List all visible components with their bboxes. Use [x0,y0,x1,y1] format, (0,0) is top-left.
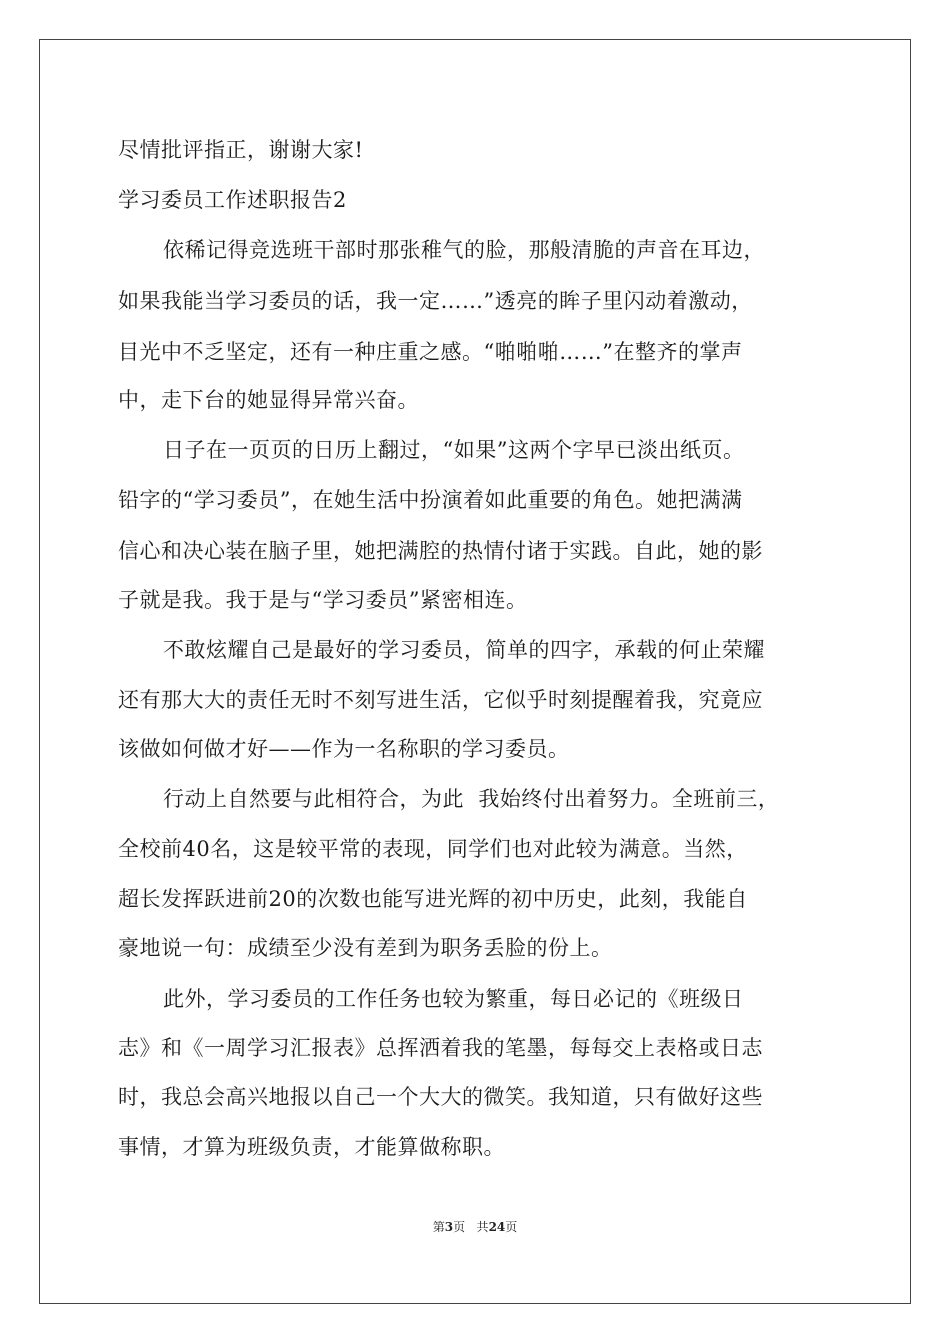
text-line: 中，走下台的她显得异常兴奋。 [118,388,419,412]
section-title: 学习委员工作述职报告2 [118,188,347,212]
page-number: 3 [444,1220,454,1234]
text-line: 超长发挥跃进前20的次数也能写进光辉的初中历史，此刻，我能自 [118,887,748,911]
text-line: 时，我总会高兴地报以自己一个大大的微笑。我知道，只有做好这些 [118,1085,763,1109]
text-line: 如果我能当学习委员的话，我一定……”透亮的眸子里闪动着激动， [118,289,753,313]
page-prefix: 第 [432,1220,445,1234]
total-prefix: 共 [476,1220,489,1234]
text-line: 此外，学习委员的工作任务也较为繁重，每日必记的《班级日 [163,987,744,1011]
text-line: 该做如何做才好——作为一名称职的学习委员。 [118,737,570,761]
text-line: 子就是我。我于是与“学习委员”紧密相连。 [118,588,528,612]
text-line: 尽情批评指正，谢谢大家! [118,138,364,162]
text-line: 行动上自然要与此相符合，为此 我始终付出着努力。全班前三， [163,787,780,811]
text-line: 日子在一页页的日历上翻过，“如果”这两个字早已淡出纸页。 [163,438,745,462]
text-line: 信心和决心装在脑子里，她把满腔的热情付诸于实践。自此，她的影 [118,539,763,563]
text-line: 依稀记得竞选班干部时那张稚气的脸，那般清脆的声音在耳边， [163,238,765,262]
text-line: 还有那大大的责任无时不刻写进生活，它似乎时刻提醒着我，究竟应 [118,688,763,712]
text-line: 铅字的“学习委员”，在她生活中扮演着如此重要的角色。她把满满 [118,488,743,512]
text-line: 全校前40名，这是较平常的表现，同学们也对此较为满意。当然， [118,837,748,861]
text-line: 志》和《一周学习汇报表》总挥洒着我的笔墨，每每交上表格或日志 [118,1036,763,1060]
total-pages: 24 [488,1220,506,1234]
text-line: 事情，才算为班级负责，才能算做称职。 [118,1135,505,1159]
page-footer [0,1218,950,1235]
page-border [39,39,911,1304]
total-suffix: 页 [505,1220,518,1234]
text-line: 豪地说一句：成绩至少没有差到为职务丢脸的份上。 [118,936,613,960]
text-line: 不敢炫耀自己是最好的学习委员，简单的四字，承载的何止荣耀 [163,638,765,662]
text-line: 目光中不乏坚定，还有一种庄重之感。“啪啪啪……”在整齐的掌声 [118,340,743,364]
page-suffix: 页 [453,1220,466,1234]
